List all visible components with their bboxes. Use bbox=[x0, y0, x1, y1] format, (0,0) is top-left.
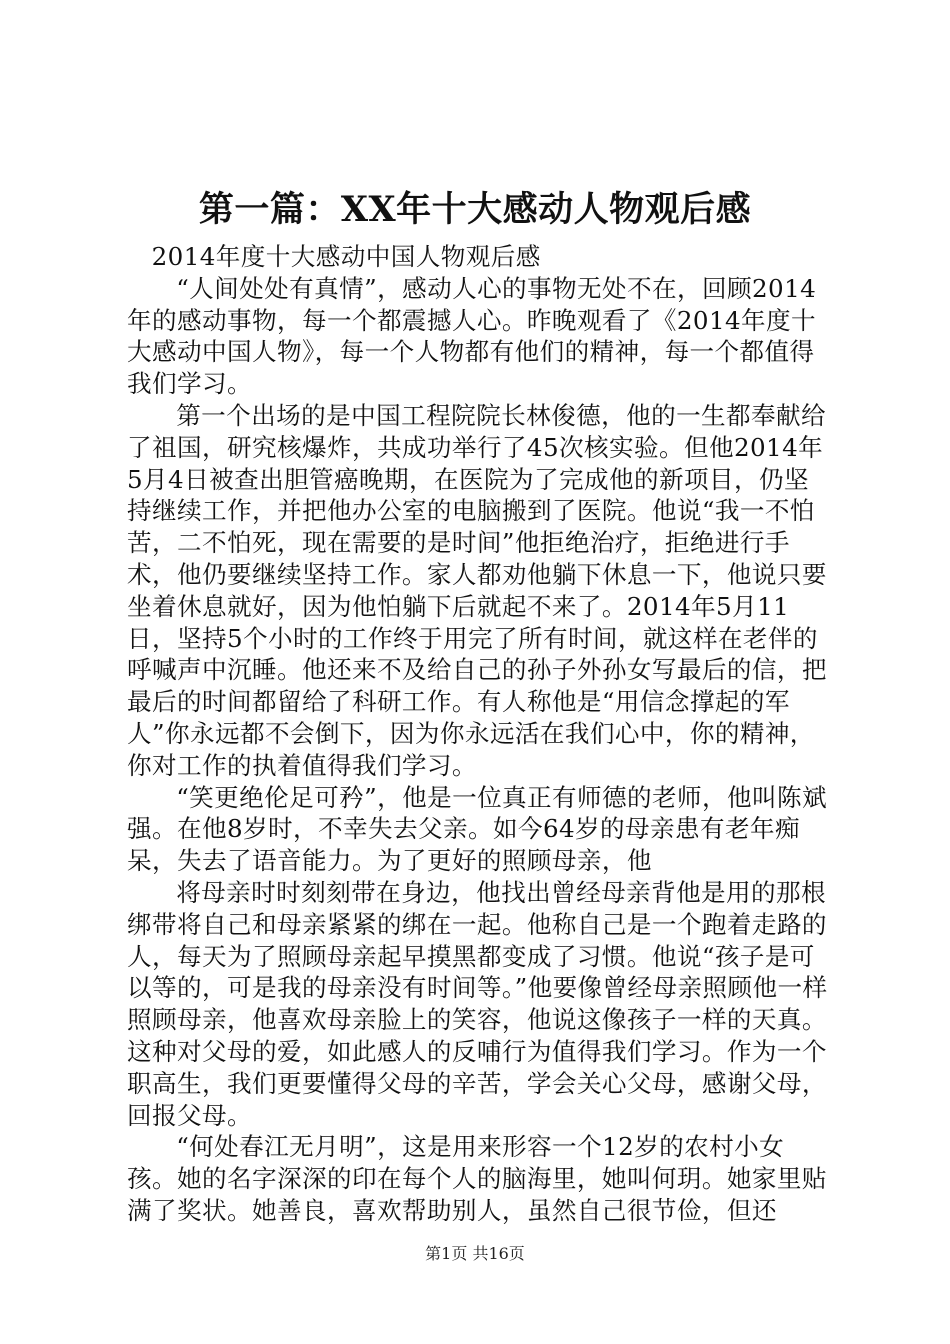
paragraph-chen-binqiang: “笑更绝伦足可矜”，他是一位真正有师德的老师，他叫陈斌强。在他8岁时，不幸失去父亲。如今64岁的母亲患有老年痴呆，失去了语音能力。为了更好的照顾母亲，他 bbox=[127, 782, 827, 876]
paragraph-intro: “人间处处有真情”，感动人心的事物无处不在，回顾2014年的感动事物，每一个都震撼人心。昨晚观看了《2014年度十大感动中国人物》，每一个人物都有他们的精神，每一个都值得我们学习。 bbox=[127, 273, 817, 399]
document-body bbox=[127, 241, 833, 1227]
paragraph-lin-junde: 第一个出场的是中国工程院院长林俊德，他的一生都奉献给了祖国，研究核爆炸，共成功举行了45次核实验。但他2014年5月4日被查出胆管癌晚期，在医院为了完成他的新项目，仍坚持继续工作，并把他办公室的电脑搬到了医院。他说“我一不怕苦，二不怕死，现在需要的是时间”他拒绝治疗，拒绝进行手术，他仍要继续坚持工作。家人都劝他躺下休息一下，他说只要坐着休息就好，因为他怕躺下后就起不来了。2014年5月11日，坚持5个小时的工作终于用完了所有时间，就这样在老伴的呼喊声中沉睡。他还来不及给自己的孙子外孙女写最后的信，把最后的时间都留给了科研工作。有人称他是“用信念撑起的军人”你永远都不会倒下，因为你永远活在我们心中，你的精神，你对工作的执着值得我们学习。 bbox=[127, 400, 827, 780]
document-subtitle: 2014年度十大感动中国人物观后感 bbox=[151, 242, 541, 271]
document-title: 第一篇：XX年十大感动人物观后感 bbox=[198, 189, 752, 230]
paragraph-chen-binqiang-continued: 将母亲时时刻刻带在身边，他找出曾经母亲背他是用的那根绑带将自己和母亲紧紧的绑在一起。他称自己是一个跑着走路的人，每天为了照顾母亲起早摸黑都变成了习惯。他说“孩子是可以等的，可是我的母亲没有时间等。”他要像曾经母亲照顾他一样照顾母亲，他喜欢母亲脸上的笑容，他说这像孩子一样的天真。这种对父母的爱，如此感人的反哺行为值得我们学习。作为一个职高生，我们更要懂得父母的辛苦，学会关心父母，感谢父母，回报父母。 bbox=[127, 877, 828, 1130]
page-number-footer: 第1页 共16页 bbox=[425, 1244, 525, 1263]
paragraph-he-yue: “何处春江无月明”，这是用来形容一个12岁的农村小女孩。她的名字深深的印在每个人的脑海里，她叫何玥。她家里贴满了奖状。她善良，喜欢帮助别人，虽然自己很节俭，但还 bbox=[127, 1132, 827, 1225]
